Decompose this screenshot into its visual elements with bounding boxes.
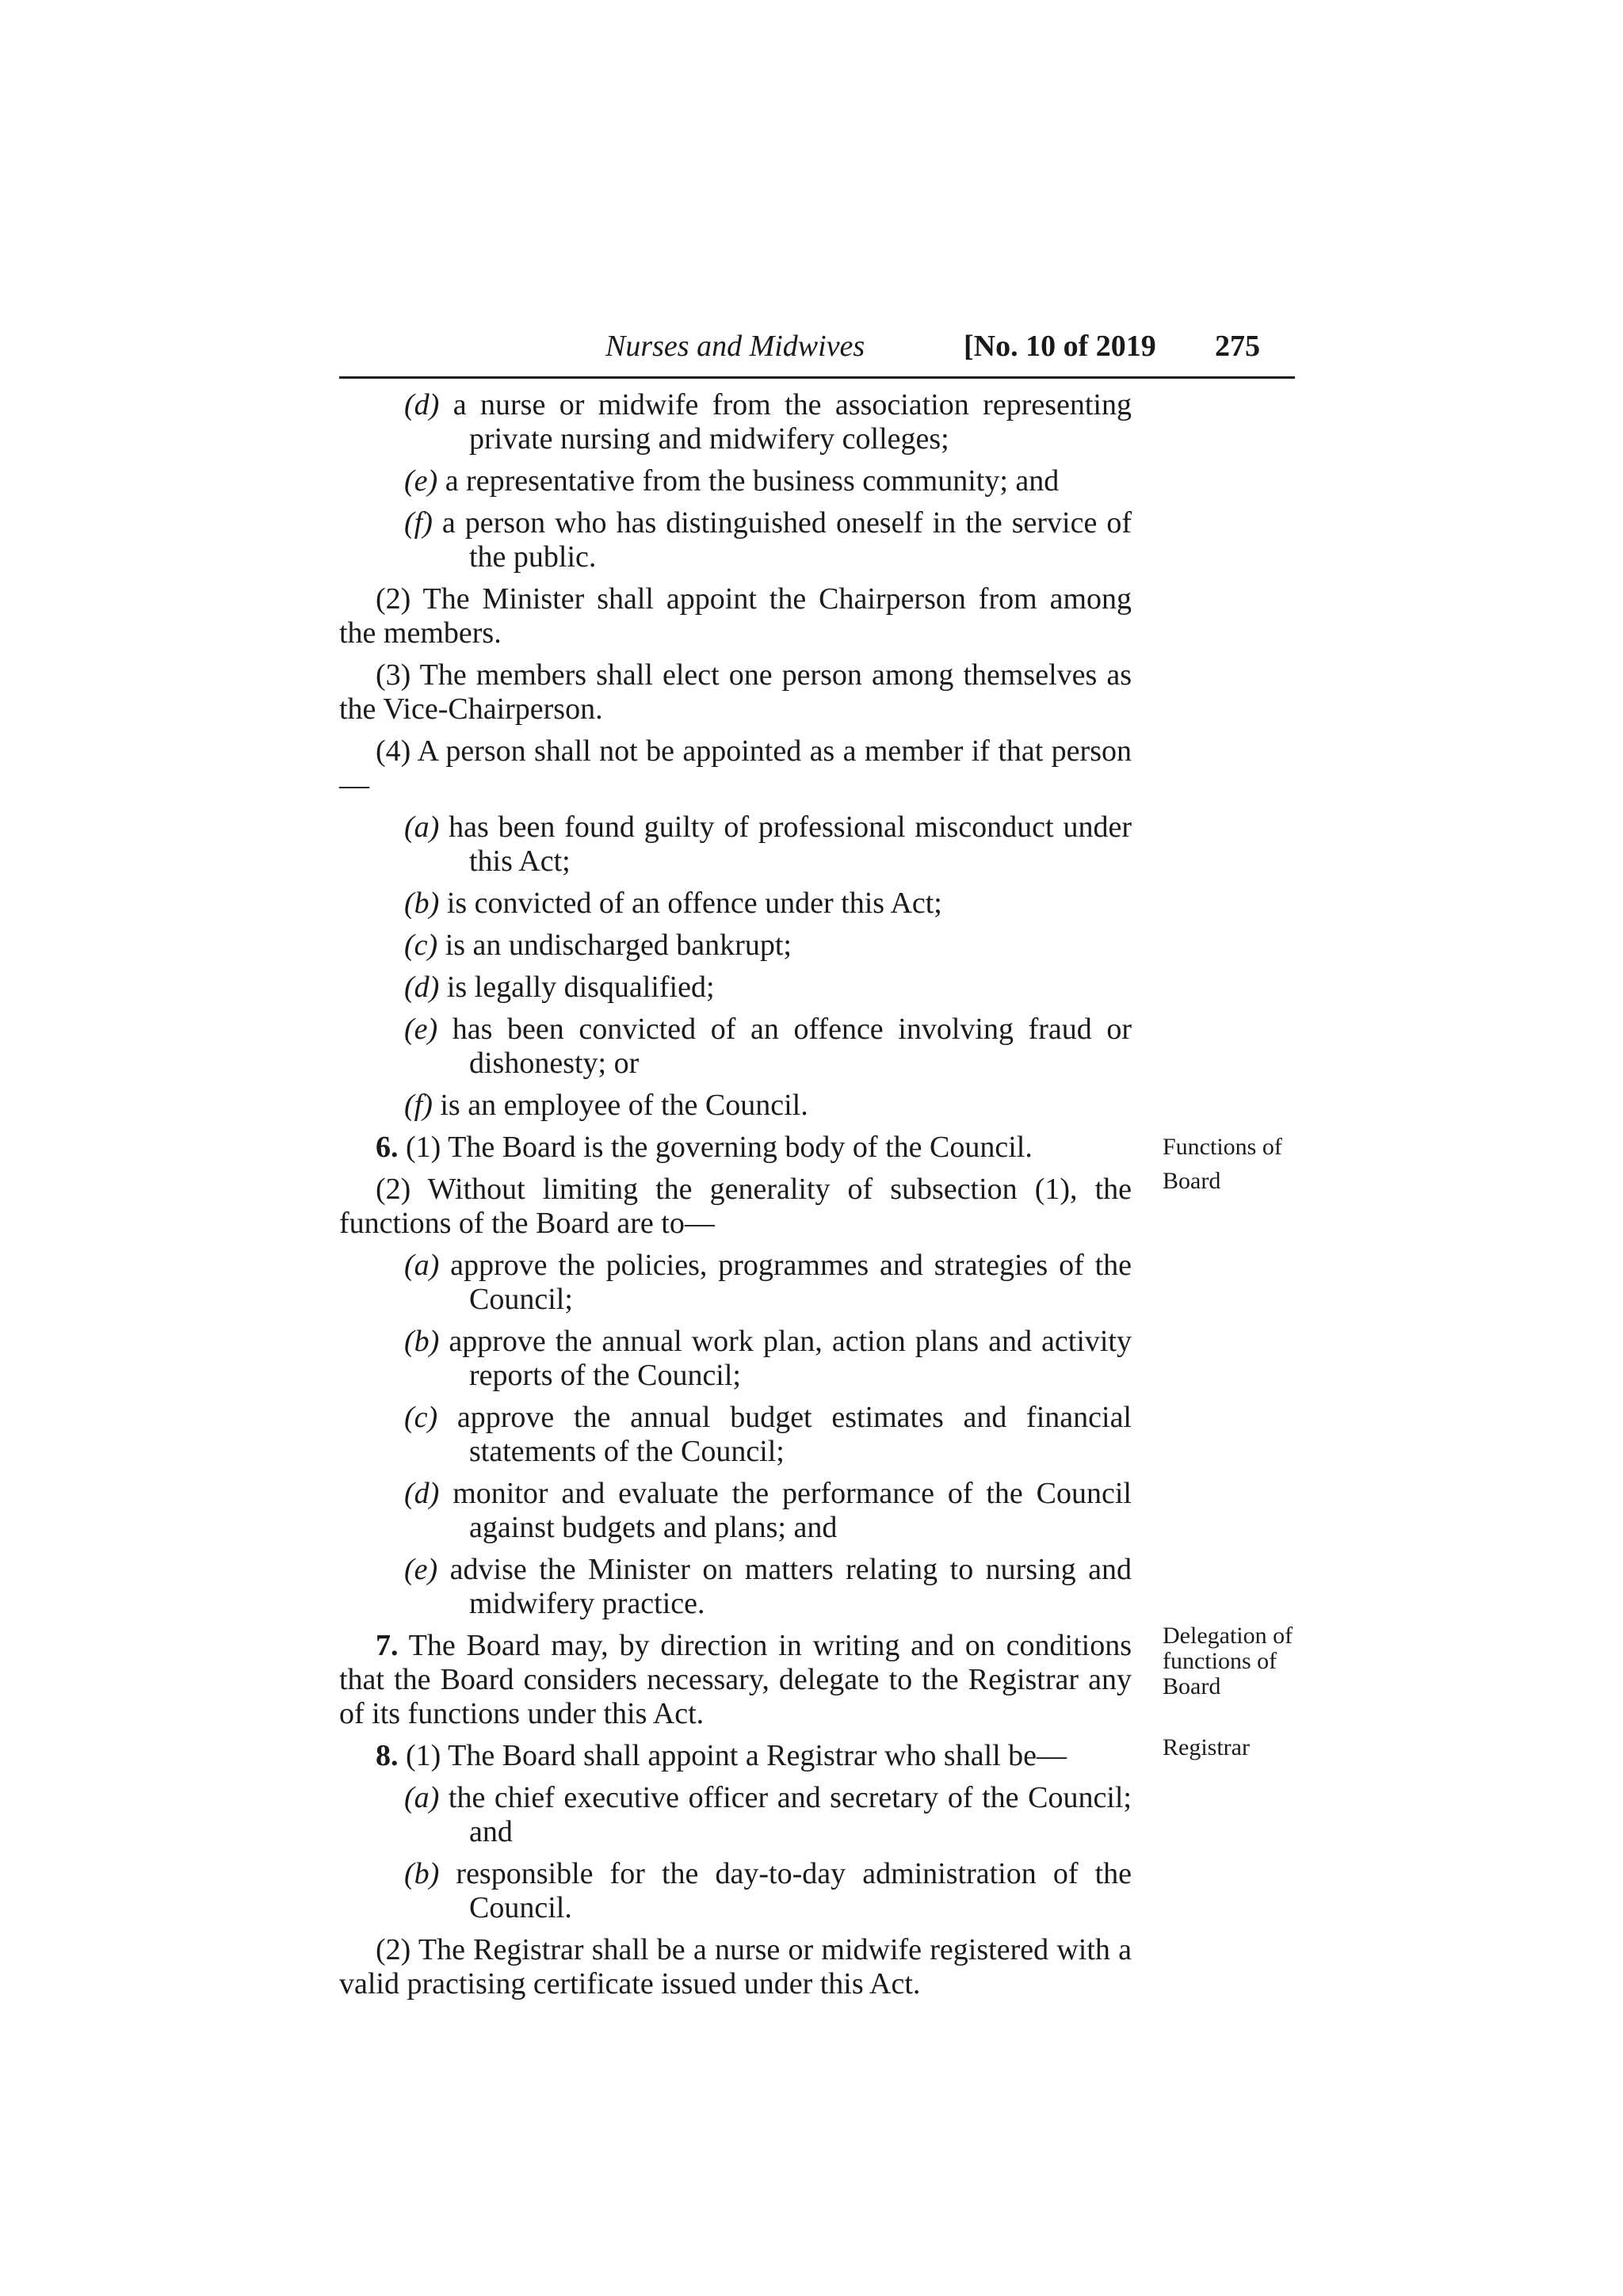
section-number: 7.	[376, 1629, 399, 1662]
list-item	[404, 810, 1132, 879]
list-item	[404, 887, 1132, 921]
section-text: (1) The Board shall appoint a Registrar who shall be—	[398, 1739, 1067, 1772]
item-text: is convicted of an offence under this Act;	[439, 887, 942, 920]
item-label: (b)	[404, 1325, 440, 1358]
item-text: approve the policies, programmes and strategies of the Council;	[439, 1249, 1132, 1316]
item-label: (a)	[404, 1249, 440, 1282]
section-number: 8.	[376, 1739, 399, 1772]
item-label: (a)	[404, 1781, 440, 1814]
main-text	[339, 388, 1132, 2009]
list-item	[404, 1553, 1132, 1621]
item-text: a representative from the business community; and	[437, 464, 1060, 498]
item-label: (f)	[404, 1089, 433, 1122]
list-item	[404, 506, 1132, 574]
list-item	[404, 929, 1132, 963]
list-item	[404, 1249, 1132, 1317]
section-7	[339, 1629, 1132, 1731]
item-label: (e)	[404, 1013, 438, 1046]
list-item	[404, 971, 1132, 1005]
item-label: (c)	[404, 1401, 438, 1434]
list-item	[404, 388, 1132, 456]
list-item	[404, 1089, 1132, 1123]
item-text: monitor and evaluate the performance of the Council against budgets and plans; and	[439, 1477, 1132, 1544]
item-text: is an undischarged bankrupt;	[437, 929, 792, 962]
subsection-paragraph: (2) Without limiting the generality of subsection (1), the functions of the Board are to—	[339, 1173, 1132, 1240]
list-item	[404, 1401, 1132, 1469]
subsection-paragraph: (2) The Registrar shall be a nurse or midwife registered with a valid practising certificate issued under this Act.	[339, 1933, 1132, 2000]
item-text: is legally disqualified;	[439, 971, 715, 1004]
list-item	[404, 1857, 1132, 1925]
subsection-paragraph: (4) A person shall not be appointed as a member if that person—	[339, 734, 1132, 802]
item-label: (f)	[404, 506, 433, 540]
item-label: (e)	[404, 1553, 438, 1586]
item-text: advise the Minister on matters relating to nursing and midwifery practice.	[437, 1553, 1132, 1620]
item-text: approve the annual budget estimates and financial statements of the Council;	[437, 1401, 1132, 1468]
item-label: (d)	[404, 1477, 440, 1510]
list-item	[404, 1325, 1132, 1393]
item-label: (e)	[404, 464, 438, 498]
item-label: (b)	[404, 887, 440, 920]
section-6	[339, 1131, 1132, 1165]
item-text: a nurse or midwife from the association representing private nursing and midwifery colleges;	[439, 388, 1132, 456]
subsection-paragraph: (2) The Minister shall appoint the Chairperson from among the members.	[339, 582, 1132, 650]
list-item	[404, 1013, 1132, 1081]
item-label: (d)	[404, 971, 440, 1004]
item-label: (b)	[404, 1857, 440, 1890]
list-item	[404, 1477, 1132, 1545]
item-label: (d)	[404, 388, 440, 421]
section-text: The Board may, by direction in writing and on conditions that the Board considers necessary, delegate to the Registrar any of its functions under this Act.	[339, 1629, 1132, 1730]
list-item	[404, 1781, 1132, 1849]
item-label: (c)	[404, 929, 438, 962]
list-item	[404, 464, 1132, 498]
item-text: is an employee of the Council.	[432, 1089, 808, 1122]
margin-note-registrar: Registrar	[1163, 1734, 1250, 1760]
margin-note-delegation: Delegation of functions of Board	[1163, 1623, 1293, 1699]
item-label: (a)	[404, 810, 440, 844]
section-8	[339, 1739, 1132, 1773]
item-text: has been convicted of an offence involving fraud or dishonesty; or	[437, 1013, 1132, 1080]
page-number: 275	[1215, 330, 1260, 363]
item-text: the chief executive officer and secretary of the Council; and	[439, 1781, 1132, 1848]
section-number: 6.	[376, 1131, 399, 1164]
running-header	[339, 329, 1295, 379]
subsection-paragraph: (3) The members shall elect one person among themselves as the Vice-Chairperson.	[339, 658, 1132, 726]
item-text: responsible for the day-to-day administration of the Council.	[439, 1857, 1132, 1924]
item-text: has been found guilty of professional misconduct under this Act;	[439, 810, 1132, 878]
act-number: [No. 10 of 2019	[964, 330, 1156, 363]
section-text: (1) The Board is the governing body of the Council.	[398, 1131, 1033, 1164]
item-text: approve the annual work plan, action plans and activity reports of the Council;	[439, 1325, 1132, 1392]
item-text: a person who has distinguished oneself in the service of the public.	[432, 506, 1132, 574]
margin-note-functions-of-board: Functions of Board	[1163, 1134, 1282, 1194]
act-title: Nurses and Midwives	[605, 330, 865, 363]
